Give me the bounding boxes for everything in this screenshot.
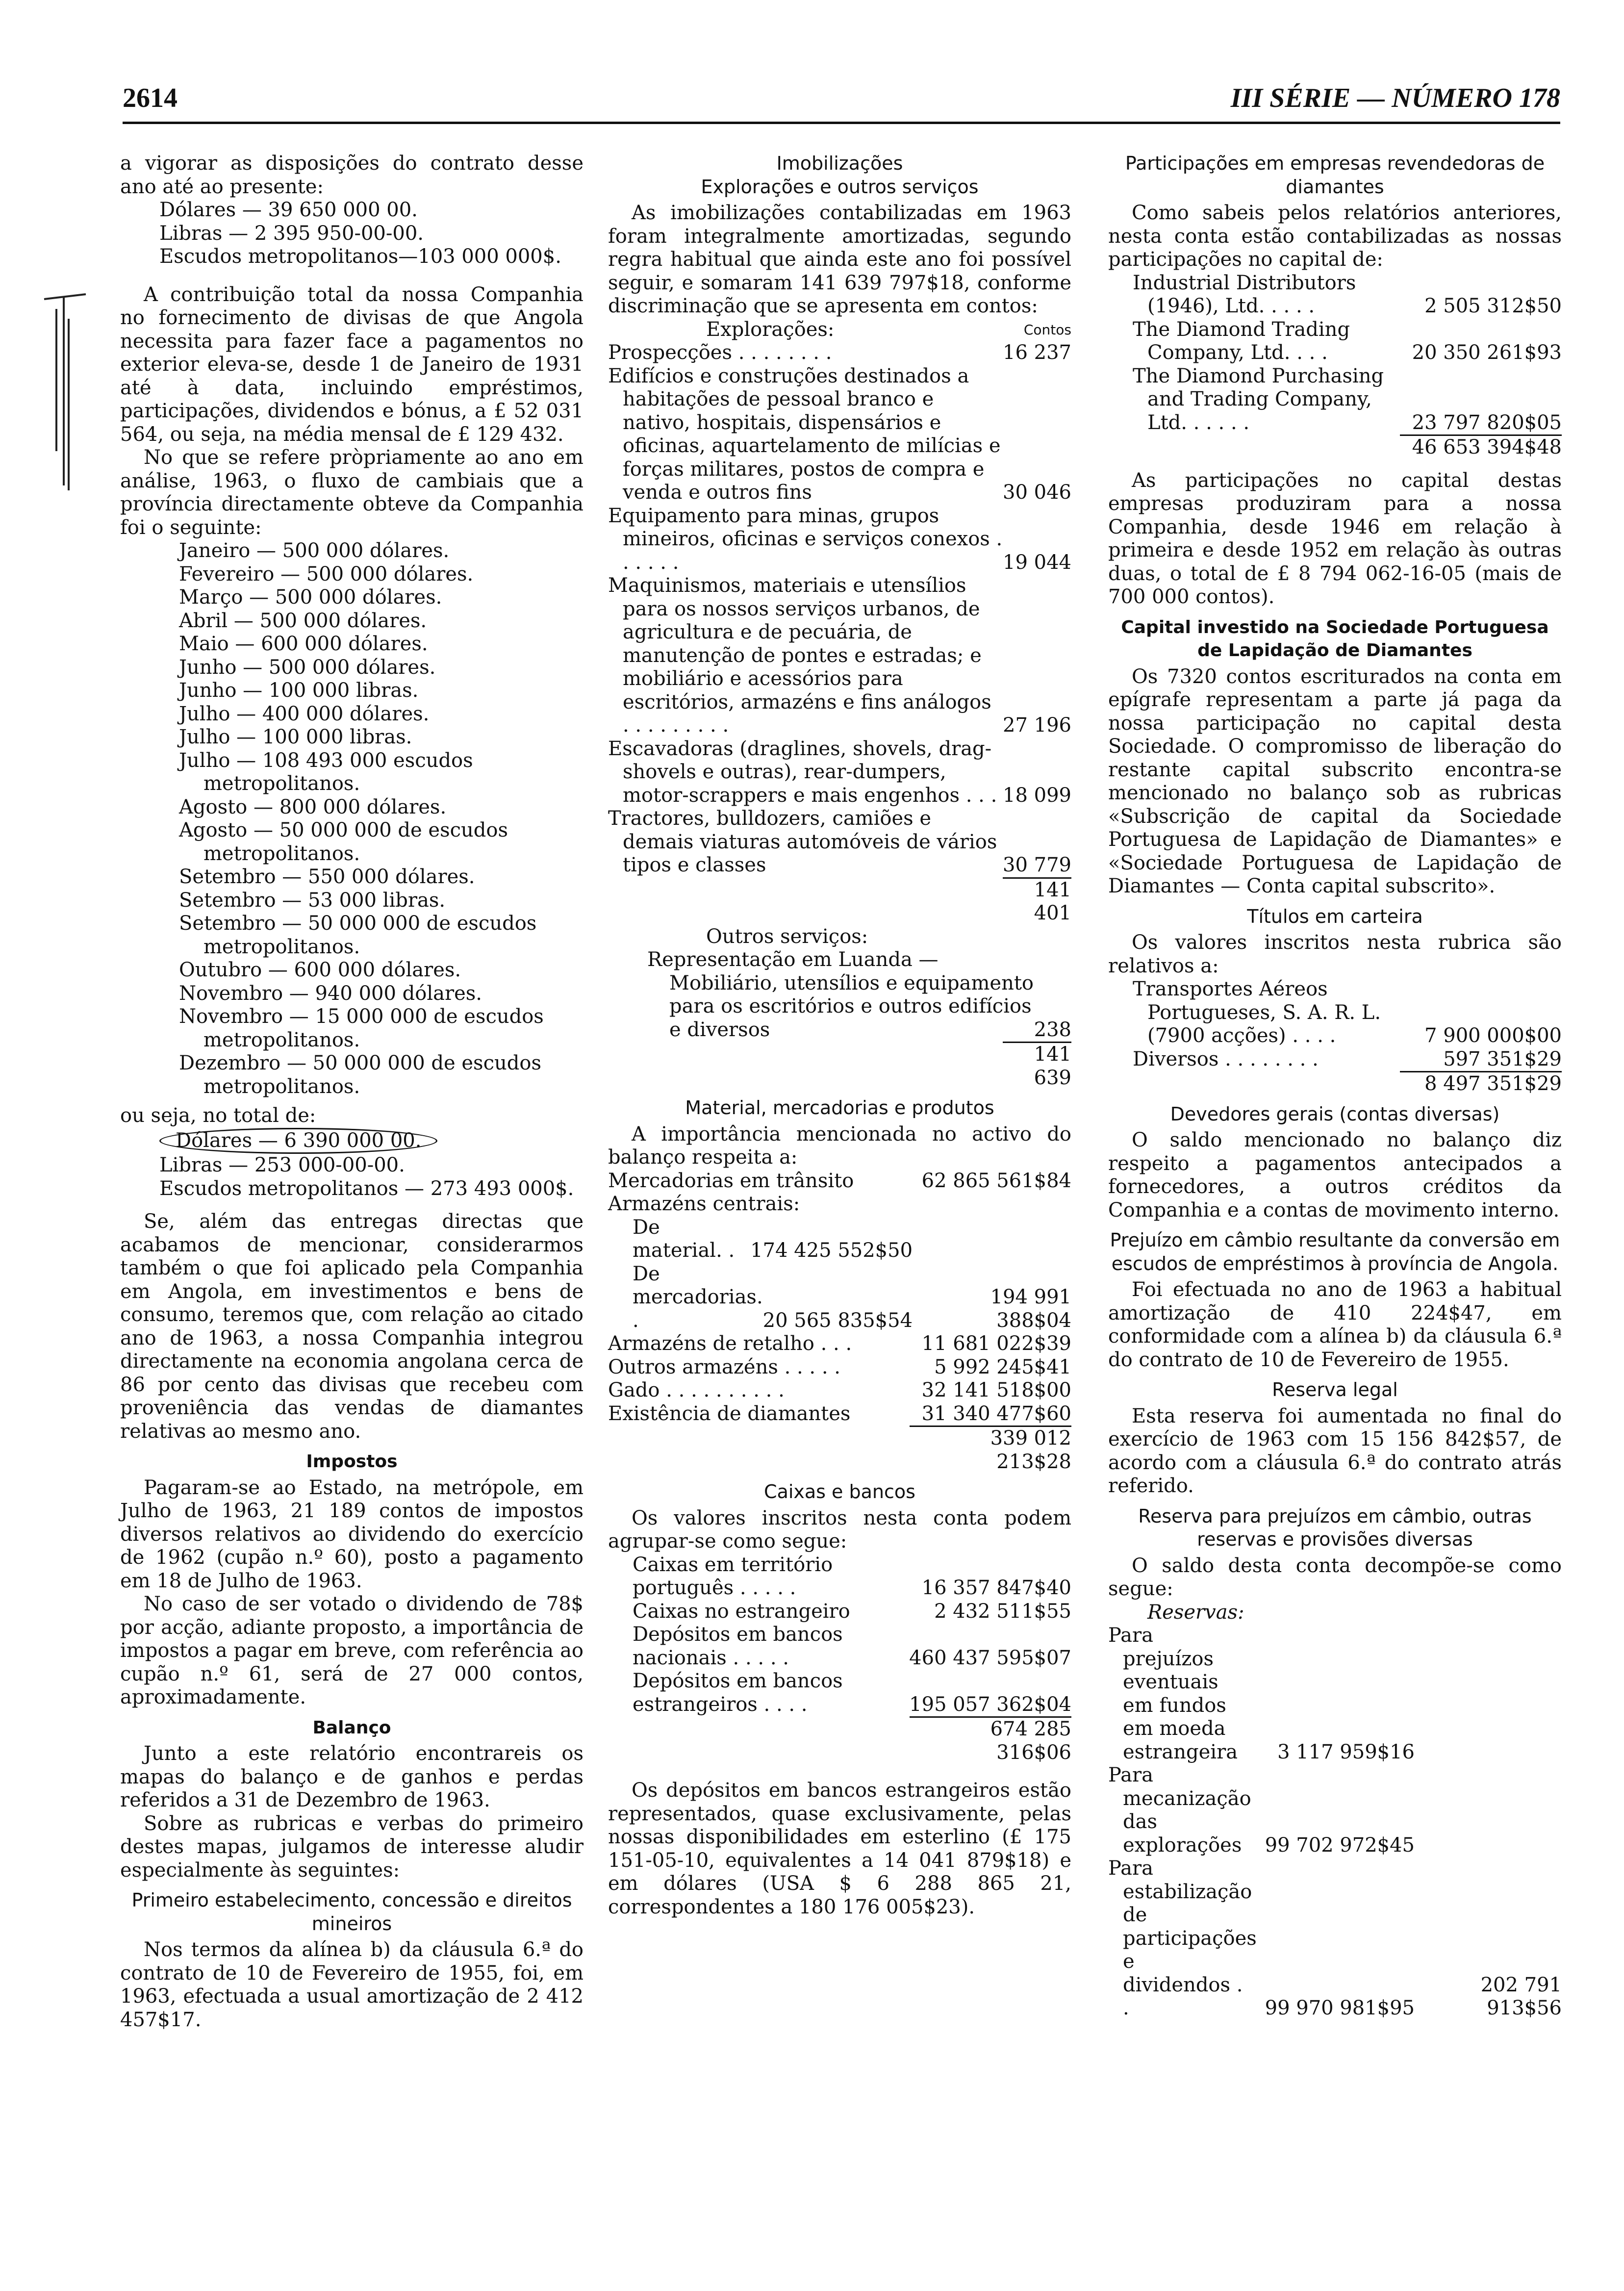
securities-table	[1108, 978, 1562, 1071]
paragraph: As participações no capital destas empresas produziram para a nossa Companhia, desde 1946 em relação à primeira e desde 1952 em relação às outras duas, o total de £ 8 794 062-16-05 (mais de 700 000 contos).	[1108, 469, 1562, 608]
table-row	[608, 807, 1071, 877]
table-total: 674 285 316$06	[910, 1716, 1071, 1764]
paragraph: Os valores inscritos nesta conta podem agrupar-se como segue:	[608, 1506, 1071, 1553]
row-label: De material. .	[633, 1216, 735, 1262]
paragraph: Os 7320 contos escriturados na conta em epígrafe representam a parte já paga da nossa participação no capital desta Sociedade. O compromisso de liberação do restante capital subscrito encontra-se mencionado no balanço sob as rubricas «Subscrição de capital da Sociedade Portuguesa de Lapidação de Diamantes» e «Sociedade Portuguesa de Lapidação de Diamantes — Conta capital subscrito».	[1108, 665, 1562, 897]
series-heading: III SÉRIE — NÚMERO 178	[1230, 83, 1560, 113]
row-label: Depósitos em bancos nacionais . . . . .	[633, 1623, 843, 1669]
table-subheading: Reservas:	[1147, 1601, 1244, 1624]
paragraph: A contribuição total da nossa Companhia no fornecimento de divisas de que Angola necessita para fazer face a pagamentos no exterior eleva-se, desde 1 de Janeiro de 1931 até à data, incluindo empréstimos, participações, dividendos e bónus, a £ 52 031 564, ou seja, na média mensal de £ 129 432.	[120, 283, 584, 446]
list-item: Maio — 600 000 dólares.	[179, 633, 428, 655]
row-label: The Diamond Purchasing and Trading Company, Ltd. . . . . .	[1133, 364, 1384, 434]
section-heading: Capital investido na Sociedade Portuguesa de Lapidação de Diamantes	[1121, 617, 1549, 661]
row-value: 11 681 022$39	[921, 1332, 1071, 1355]
row-value: 238	[1034, 1018, 1071, 1041]
paragraph: No que se refere pròpriamente ao ano em análise, 1963, o fluxo de cambiais que a província directamente obteve da Companhia foi o seguinte:	[120, 446, 584, 539]
paragraph: Sobre as rubricas e verbas do primeiro destes mapas, julgamos de interesse aludir especialmente às seguintes:	[120, 1812, 584, 1882]
row-value: 19 044	[1003, 551, 1071, 574]
row-value: 20 350 261$93	[1412, 341, 1562, 364]
row-label: Equipamento para minas, grupos mineiros, oficinas e serviços conexos . . . . . .	[608, 504, 1003, 574]
table-row	[1133, 318, 1562, 365]
column-middle	[608, 152, 1071, 1919]
row-label: The Diamond Trading Company, Ltd. . . .	[1133, 318, 1350, 364]
row-label: Para mecanização das explorações	[1108, 1764, 1251, 1857]
row-value: 2 432 511$55	[934, 1600, 1071, 1623]
list-item: Agosto — 800 000 dólares.	[179, 795, 447, 818]
paragraph: Os valores inscritos nesta rubrica são relativos a:	[1108, 931, 1562, 977]
list-item: Dezembro — 50 000 000 de escudos metropolitanos.	[179, 1052, 541, 1098]
list-item: Janeiro — 500 000 dólares.	[179, 539, 450, 562]
list-item: Novembro — 940 000 dólares.	[179, 982, 482, 1005]
row-label: Para prejuízos eventuais em fundos em moeda estrangeira	[1108, 1624, 1238, 1763]
table-row	[608, 948, 1071, 1042]
stock-table	[608, 1332, 1071, 1426]
paragraph: Se, além das entregas directas que acabamos de mencionar, considerarmos também o que foi aplicado pela Companhia em Angola, em investimentos e bens de consumo, teremos que, com relação ao citado ano de 1963, a nossa Companhia integrou directamente na economia angolana cerca de 86 por cento das divisas que recebeu com proveniência das vendas de diamantes relativas ao mesmo ano.	[120, 1210, 584, 1443]
table-row	[1133, 272, 1562, 318]
table-row	[1133, 978, 1562, 1048]
table-header	[608, 318, 1071, 342]
row-value: 3 117 959$16	[1277, 1740, 1415, 1763]
monthly-flow-list	[120, 539, 584, 1098]
row-label: Transportes Aéreos Portugueses, S. A. R. L. (7900 acções) . . . .	[1133, 978, 1381, 1047]
row-label: Tractores, bulldozers, camiões e demais viaturas automóveis de vários tipos e classes	[608, 807, 997, 876]
row-label: Edifícios e construções destinados a habitações de pessoal branco e nativo, hospitais, dispensários e oficinas, aquartelamento de milícias e forças militares, postos de compra e venda e outros fins	[608, 364, 1001, 504]
table-row	[608, 505, 1071, 575]
list-item: Agosto — 50 000 000 de escudos metropolitanos.	[179, 819, 508, 865]
row-label: Existência de diamantes	[608, 1402, 851, 1425]
row-label: De mercadorias. .	[633, 1262, 763, 1332]
table-row	[633, 1670, 1071, 1716]
row-value: 27 196	[1003, 714, 1071, 737]
section-heading: Títulos em carteira	[1247, 905, 1423, 927]
paragraph: Esta reserva foi aumentada no final do exercício de 1963 com 15 156 842$57, de acordo com a cláusula 6.ª do contrato atrás referido.	[1108, 1404, 1562, 1497]
table-row	[633, 1553, 1071, 1600]
section-heading: Reserva legal	[1272, 1379, 1398, 1400]
reserves-group	[1108, 1624, 1562, 2020]
row-value: 194 991 388$04	[990, 1286, 1071, 1332]
header-rule	[123, 122, 1560, 124]
list-item: Escudos metropolitanos — 273 493 000$.	[159, 1177, 574, 1200]
row-label: Depósitos em bancos estrangeiros . . . .	[633, 1670, 843, 1716]
totals-list	[120, 1128, 584, 1201]
table-row	[1133, 365, 1562, 435]
table-row	[1108, 1624, 1415, 1764]
explorations-table	[608, 341, 1071, 877]
row-value: 30 779	[1003, 854, 1071, 876]
table-row	[1108, 1857, 1415, 2020]
table-row	[608, 365, 1071, 505]
list-item: Setembro — 50 000 000 de escudos metropolitanos.	[179, 912, 537, 958]
section-heading: Caixas e bancos	[764, 1481, 915, 1502]
list-item: Libras — 253 000-00-00.	[159, 1154, 405, 1176]
row-label: Caixas em território português . . . . .	[633, 1553, 833, 1599]
row-value: 597 351$29	[1443, 1047, 1562, 1070]
row-value: 20 565 835$54	[762, 1309, 913, 1332]
paragraph: No caso de ser votado o dividendo de 78$ por acção, adiante proposto, a importância de impostos a pagar em breve, com referência ao cupão n.º 61, será de 27 000 contos, aproximadamente.	[120, 1593, 584, 1708]
table-row	[1133, 1048, 1562, 1071]
row-label: Industrial Distributors (1946), Ltd. . . . .	[1133, 271, 1356, 317]
row-value: 16 357 847$40	[921, 1577, 1071, 1599]
paragraph: Como sabeis pelos relatórios anteriores, nesta conta estão contabilizadas as nossas participações no capital de:	[1108, 202, 1562, 271]
row-label: Outros armazéns . . . . .	[608, 1355, 841, 1378]
list-item: Libras — 2 395 950-00-00.	[159, 222, 424, 245]
list-item: Junho — 100 000 libras.	[179, 679, 419, 702]
table-row	[608, 1332, 1071, 1356]
row-value: 2 505 312$50	[1424, 295, 1562, 317]
section-heading: Devedores gerais (contas diversas)	[1170, 1103, 1500, 1125]
row-label: Representação em Luanda — Mobiliário, utensílios e equipamento para os escritórios e outros edifícios e diversos	[647, 948, 1034, 1041]
unit-label: Contos	[1023, 321, 1071, 338]
list-item: Março — 500 000 dólares.	[179, 586, 442, 609]
list-item: Novembro — 15 000 000 de escudos metropolitanos.	[179, 1005, 544, 1051]
table-total: 141 639	[1003, 1042, 1071, 1090]
table-row	[608, 738, 1071, 808]
row-value: 5 992 245$41	[934, 1355, 1071, 1378]
list-item: Dólares — 39 650 000 00.	[159, 199, 418, 221]
table-subheading: Armazéns centrais:	[608, 1193, 800, 1215]
participations-table	[1108, 272, 1562, 435]
table-total: 46 653 394$48	[1400, 434, 1562, 459]
row-label: Maquinismos, materiais e utensílios para os nossos serviços urbanos, de agricultura e de pecuária, de manutenção de pontes e estradas; e mobiliário e acessórios para escritórios, armazéns e fins análogos . . . . . . . . .	[608, 574, 991, 737]
row-value: 174 425 552$50	[750, 1239, 913, 1262]
page-number: 2614	[123, 83, 178, 113]
section-heading: Imobilizações Explorações e outros serviços	[701, 153, 979, 198]
table-total: 339 012 213$28	[910, 1426, 1071, 1474]
row-label: Mercadorias em trânsito	[608, 1169, 854, 1192]
paragraph: Junto a este relatório encontrareis os mapas do balanço e de ganhos e perdas referidos a 31 de Dezembro de 1963.	[120, 1742, 584, 1811]
paragraph: Pagaram-se ao Estado, na metrópole, em Julho de 1963, 21 189 contos de impostos diversos relativos ao dividendo do exercício de 1962 (cupão n.º 60), posto a pagamento em 18 de Julho de 1963.	[120, 1476, 584, 1592]
table-row	[608, 574, 1071, 738]
row-value: 195 057 362$04	[909, 1693, 1071, 1716]
currency-list	[120, 199, 584, 269]
paragraph: Nos termos da alínea b) da cláusula 6.ª do contrato de 10 de Fevereiro de 1955, foi, em 1963, efectuada a usual amortização de 2 412 457$17.	[120, 1938, 584, 2031]
table-row	[608, 1170, 1071, 1193]
paragraph: A importância mencionada no activo do balanço respeita a:	[608, 1122, 1071, 1169]
paragraph: O saldo desta conta decompõe-se como segue:	[1108, 1554, 1562, 1600]
row-label: Gado . . . . . . . . . .	[608, 1379, 785, 1401]
row-label: Prospecções . . . . . . . .	[608, 341, 832, 364]
row-value: 99 970 981$95	[1265, 1997, 1415, 2019]
table-row	[608, 1356, 1071, 1379]
margin-pencil-mark	[39, 289, 88, 495]
section-heading: Material, mercadorias e produtos	[685, 1097, 994, 1119]
table-row	[633, 1623, 1071, 1670]
section-heading: Participações em empresas revendedoras de diamantes	[1125, 153, 1545, 198]
row-label: Armazéns de retalho . . .	[608, 1332, 852, 1355]
list-item: Fevereiro — 500 000 dólares.	[179, 562, 474, 585]
column-left	[120, 152, 584, 2032]
table-row	[608, 1402, 1071, 1426]
table-total: 141 401	[1003, 877, 1071, 925]
paragraph: Os depósitos em bancos estrangeiros estão representados, quase exclusivamente, pelas nossas disponibilidades em esterlino (£ 175 151-05-10, equivalentes a 14 041 879$18) e em dólares (USA $ 6 288 865 21, correspondentes a 180 176 005$23).	[608, 1779, 1071, 1918]
table-row	[633, 1600, 1071, 1624]
list-item: Junho — 500 000 dólares.	[179, 656, 436, 679]
row-label: Escavadoras (draglines, shovels, drag-shovels e outras), rear-dumpers, motor-scrappers e mais engenhos . . .	[608, 737, 997, 807]
table-subheading: Outros serviços:	[706, 925, 868, 948]
paragraph: ou seja, no total de:	[120, 1104, 316, 1127]
section-heading: Prejuízo em câmbio resultante da conversão em escudos de empréstimos à província de Angola.	[1110, 1229, 1560, 1274]
row-value: 202 791 913$56	[1480, 1973, 1562, 2019]
paragraph: a vigorar as disposições do contrato desse ano até ao presente:	[120, 152, 584, 198]
row-value: 460 437 595$07	[909, 1646, 1071, 1669]
row-value: 16 237	[1003, 341, 1071, 364]
list-item: Escudos metropolitanos—103 000 000$.	[159, 245, 561, 268]
table-row	[608, 341, 1071, 365]
list-item: Julho — 108 493 000 escudos metropolitanos.	[179, 749, 473, 795]
list-item: Dólares — 6 390 000 00.	[159, 1128, 437, 1154]
row-label: Caixas no estrangeiro	[633, 1600, 850, 1623]
warehouses-group	[608, 1216, 1071, 1333]
list-item: Setembro — 550 000 dólares.	[179, 865, 475, 888]
row-value: 18 099	[1003, 784, 1071, 807]
table-subheading: Explorações:	[706, 318, 835, 341]
list-item: Setembro — 53 000 libras.	[179, 889, 446, 912]
section-heading: Impostos	[306, 1451, 398, 1472]
table-total: 8 497 351$29	[1400, 1071, 1562, 1096]
row-label: Para estabilização de participações e dividendos . .	[1108, 1857, 1257, 2019]
list-item: Julho — 100 000 libras.	[179, 726, 412, 748]
row-value: 32 141 518$00	[921, 1379, 1071, 1401]
section-heading: Primeiro estabelecimento, concessão e direitos mineiros	[131, 1889, 572, 1935]
list-item: Outubro — 600 000 dólares.	[179, 959, 461, 981]
paragraph: O saldo mencionado no balanço diz respeito a pagamentos antecipados a fornecedores, a outros créditos da Companhia e a contas de movimento interno.	[1108, 1129, 1562, 1222]
table-row	[633, 1263, 913, 1333]
table-row	[633, 1216, 913, 1263]
row-value: 23 797 820$05	[1412, 411, 1562, 434]
list-item: Julho — 400 000 dólares.	[179, 702, 430, 725]
table-row	[608, 1379, 1071, 1402]
row-value: 30 046	[1003, 481, 1071, 504]
section-heading: Balanço	[312, 1717, 391, 1738]
list-item: Abril — 500 000 dólares.	[179, 609, 427, 632]
row-label: Diversos . . . . . . . .	[1133, 1047, 1319, 1070]
row-value: 62 865 561$84	[921, 1169, 1071, 1192]
paragraph: Foi efectuada no ano de 1963 a habitual amortização de 410 224$47, em conformidade com a alínea b) da cláusula 6.ª do contrato de 10 de Fevereiro de 1955.	[1108, 1278, 1562, 1371]
row-value: 99 702 972$45	[1265, 1833, 1415, 1857]
section-heading: Reserva para prejuízos em câmbio, outras reservas e provisões diversas	[1138, 1505, 1532, 1550]
row-value: 31 340 477$60	[921, 1402, 1071, 1425]
row-value: 7 900 000$00	[1424, 1024, 1562, 1047]
paragraph: As imobilizações contabilizadas em 1963 foram integralmente amortizadas, segundo regra habitual que ainda este ano foi possível seguir, e somaram 141 639 797$18, conforme discriminação que se apresenta em contos:	[608, 202, 1071, 317]
table-row	[1108, 1764, 1415, 1857]
column-right	[1108, 152, 1562, 2020]
cash-table	[608, 1553, 1071, 1717]
